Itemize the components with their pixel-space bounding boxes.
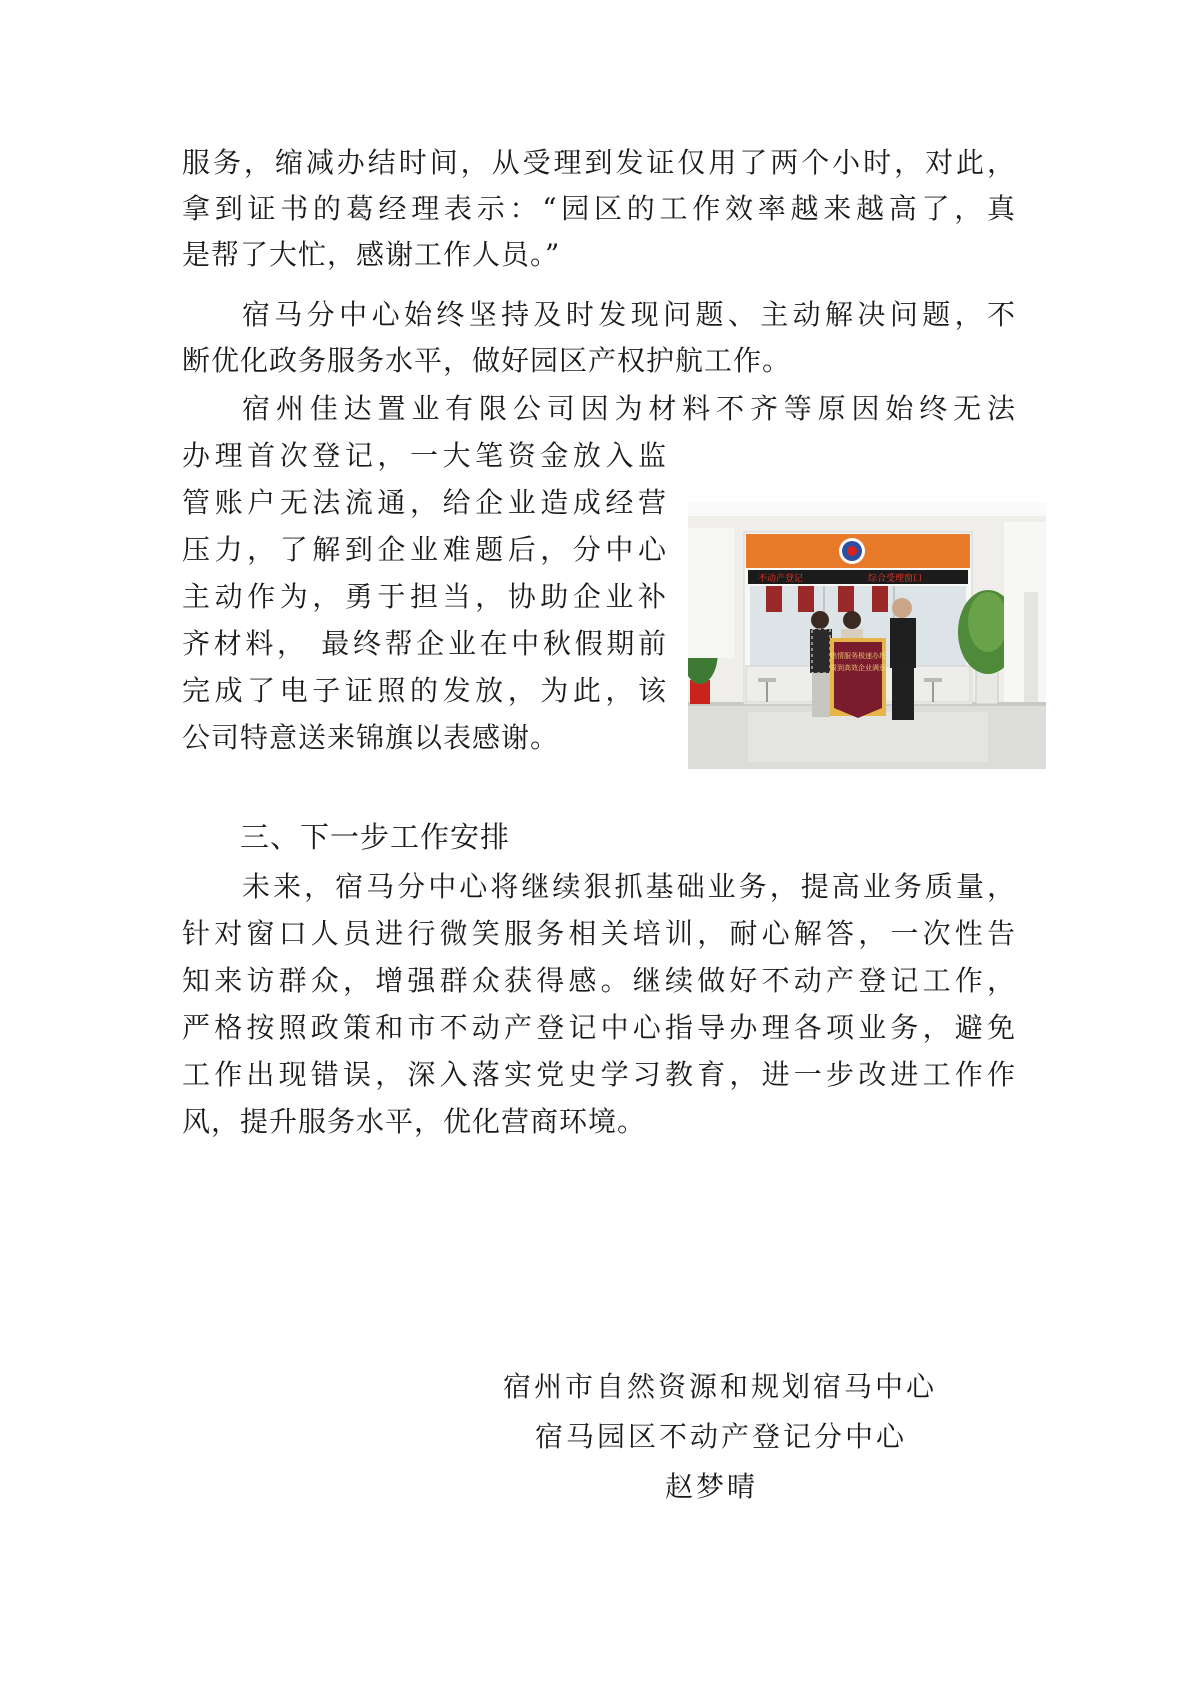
text-line: 主动作为，勇于担当，协助企业补 [182, 580, 667, 613]
text-line: 完成了电子证照的发放，为此，该 [182, 674, 667, 707]
section-heading: 三、下一步工作安排 [240, 820, 511, 854]
text-line: 管账户无法流通，给企业造成经营 [182, 486, 667, 519]
text-line: 齐材料， 最终帮企业在中秋假期前 [182, 627, 667, 660]
banner-line2: 周到高效企业满意 [830, 664, 886, 672]
text-line: 未来，宿马分中心将继续狠抓基础业务，提高业务质量， [242, 870, 1016, 903]
text-line: 知来访群众，增强群众获得感。继续做好不动产登记工作， [182, 964, 1016, 997]
text-line: 宿马分中心始终坚持及时发现问题、主动解决问题，不 [242, 298, 1016, 331]
sign-right-text: 综合受理窗口 [868, 574, 923, 584]
text-line: 办理首次登记，一大笔资金放入监 [182, 439, 667, 472]
text-line: 公司特意送来锦旗以表感谢。 [182, 721, 560, 754]
signature-org-2: 宿马园区不动产登记分中心 [535, 1420, 908, 1453]
text-line: 服务，缩减办结时间，从受理到发证仅用了两个小时，对此， [182, 146, 1016, 179]
text-line: 断优化政务服务水平，做好园区产权护航工作。 [182, 344, 792, 377]
text-line: 针对窗口人员进行微笑服务相关培训，耐心解答，一次性告 [182, 917, 1016, 950]
text-line: 压力，了解到企业难题后，分中心 [182, 533, 667, 566]
text-line: 工作出现错误，深入落实党史学习教育，进一步改进工作作 [182, 1058, 1016, 1091]
banner-line1: 热情服务极速办理 [830, 652, 886, 660]
signature-author: 赵梦晴 [665, 1470, 759, 1503]
text-line: 宿州佳达置业有限公司因为材料不齐等原因始终无法 [242, 392, 1016, 425]
signature-org-1: 宿州市自然资源和规划宿马中心 [503, 1370, 938, 1403]
office-photo [688, 502, 1046, 769]
sign-left-text: 不动产登记 [758, 574, 804, 584]
text-line: 风，提升服务水平，优化营商环境。 [182, 1105, 647, 1138]
text-line: 是帮了大忙，感谢工作人员。” [182, 238, 561, 271]
text-line: 严格按照政策和市不动产登记中心指导办理各项业务，避免 [182, 1011, 1016, 1044]
text-line: 拿到证书的葛经理表示：“园区的工作效率越来越高了，真 [182, 192, 1016, 225]
